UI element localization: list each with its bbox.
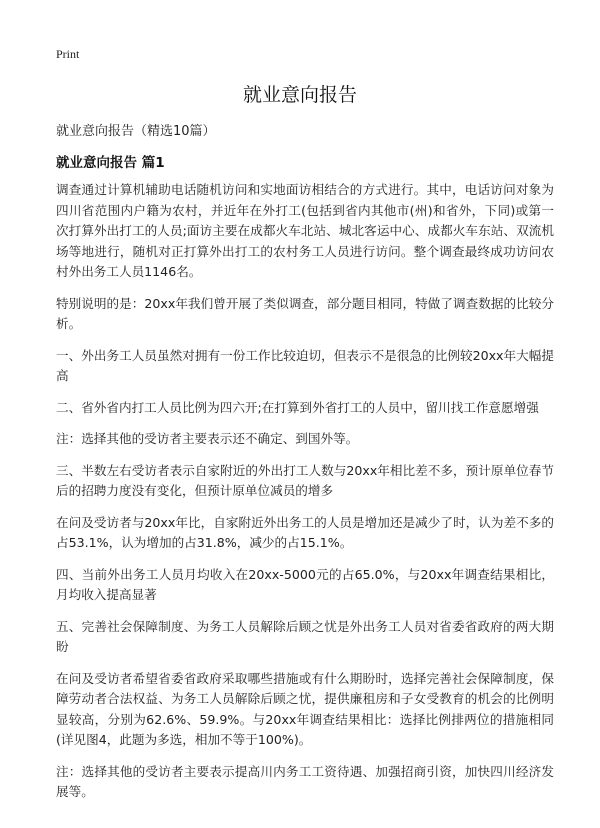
print-link[interactable]: Print — [56, 47, 80, 61]
paragraph-intro: 调查通过计算机辅助电话随机访问和实地面访相结合的方式进行。其中，电话访问对象为四川省范围内户籍为农村，并近年在外打工(包括到省内其他市(州)和省外，下同)或第一次打算外出打工的人员;面访主要在成都火车北站、城北客运中心、成都火车东站、双流机场等地进行，随机对正打算外出打工的农村务工人员进行访问。整个调查最终成功访问农村外出务工人员1146名。 — [56, 182, 554, 279]
paragraph-finding-2: 二、省外省内打工人员比例为四六开;在打算到外省打工的人员中，留川找工作意愿增强 — [56, 399, 539, 415]
paragraph-finding-5: 五、完善社会保障制度、为务工人员解除后顾之忧是外出务工人员对省委省政府的两大期盼 — [56, 618, 554, 654]
paragraph-detail-3: 在问及受访者与20xx年比，自家附近外出务工的人员是增加还是减少了时，认为差不多的占53.1%，认为增加的占31.8%，减少的占15.1%。 — [56, 514, 554, 550]
document-body — [56, 180, 554, 814]
paragraph-note-comparison: 特别说明的是：20xx年我们曾开展了类似调查，部分题目相同，特做了调查数据的比较分析。 — [56, 295, 554, 331]
paragraph-note-2: 注：选择其他的受访者主要表示提高川内务工工资待遇、加强招商引资，加快四川经济发展等。 — [56, 763, 554, 799]
paragraph-finding-1: 一、外出务工人员虽然对拥有一份工作比较迫切，但表示不是很急的比例较20xx年大幅提高 — [56, 347, 554, 383]
paragraph-finding-4: 四、当前外出务工人员月均收入在20xx-5000元的占65.0%，与20xx年调查结果相比，月均收入提高显著 — [56, 566, 554, 602]
document-title: 就业意向报告 — [242, 84, 357, 106]
section-heading: 就业意向报告 篇1 — [56, 155, 165, 171]
paragraph-finding-3: 三、半数左右受访者表示自家附近的外出打工人数与20xx年相比差不多，预计原单位春节后的招聘力度没有变化，但预计原单位减员的增多 — [56, 462, 554, 498]
paragraph-detail-5: 在问及受访者希望省委省政府采取哪些措施或有什么期盼时，选择完善社会保障制度，保障劳动者合法权益、为务工人员解除后顾之忧，提供廉租房和子女受教育的机会的比例明显较高，分别为62.6%、59.9%。与20xx年调查结果相比：选择比例排两位的措施相同(详见图4，此题为多选，相加不等于100%)。 — [56, 670, 554, 747]
paragraph-note-1: 注：选择其他的受访者主要表示还不确定、到国外等。 — [56, 431, 359, 446]
document-subtitle: 就业意向报告（精选10篇） — [56, 124, 216, 139]
